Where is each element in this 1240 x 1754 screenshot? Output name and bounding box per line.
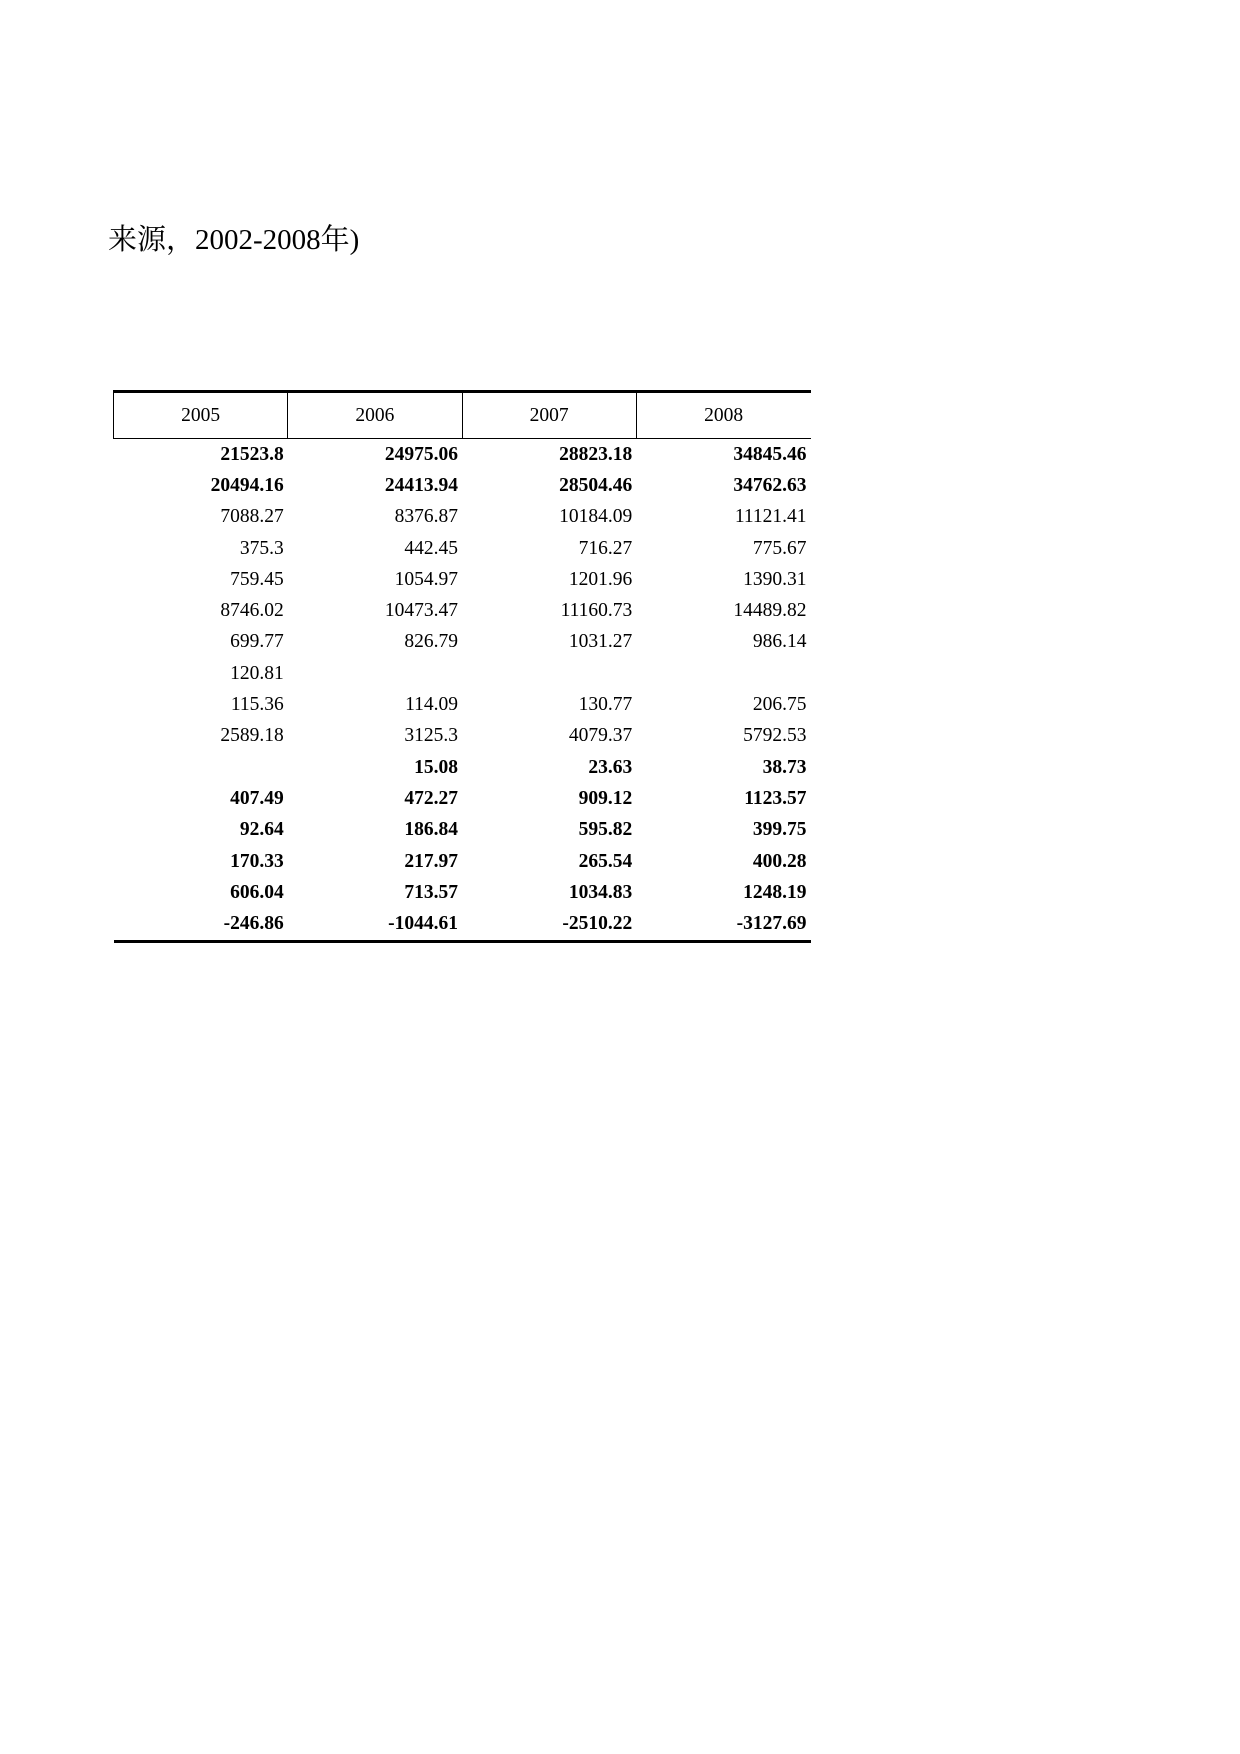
- table-row: [114, 595, 811, 626]
- table-cell: 15.08: [414, 756, 458, 778]
- table-cell: 759.45: [230, 568, 284, 590]
- table-cell: 399.75: [752, 819, 807, 841]
- table-cell: 713.57: [404, 881, 458, 903]
- table-cell: 11121.41: [734, 506, 807, 528]
- table-cell: 23.63: [588, 756, 633, 778]
- table-cell: 1248.19: [743, 881, 807, 903]
- column-header-2006: 2006: [288, 392, 462, 439]
- table-row: [114, 658, 811, 689]
- table-cell: -3127.69: [636, 908, 810, 941]
- header-row: [114, 392, 811, 439]
- table-cell: [288, 658, 462, 689]
- table-cell: 114.09: [405, 694, 458, 716]
- table-cell: 1031.27: [568, 631, 633, 653]
- table-row: [114, 877, 811, 908]
- table-cell: 1201.96: [568, 568, 633, 590]
- table-cell: 472.27: [404, 787, 458, 809]
- table-cell: 186.84: [404, 819, 458, 841]
- table-cell: 206.75: [752, 694, 807, 716]
- data-table: [113, 390, 811, 943]
- table-cell: 8746.02: [220, 600, 284, 622]
- table-row: [114, 846, 811, 877]
- table-cell: -246.86: [114, 908, 288, 941]
- table-cell: 8376.87: [394, 506, 458, 528]
- column-header-2007: 2007: [462, 392, 636, 439]
- table-cell: [462, 658, 636, 689]
- table-row: [114, 470, 811, 501]
- table-cell: 716.27: [578, 537, 633, 559]
- table-cell: 595.82: [578, 819, 633, 841]
- column-header-2008: 2008: [636, 392, 810, 439]
- table-cell: 34762.63: [733, 474, 807, 496]
- table-row: [114, 752, 811, 783]
- table-cell: 24413.94: [384, 474, 458, 496]
- table-cell: 2589.18: [220, 725, 284, 747]
- table-cell: 120.81: [230, 662, 284, 684]
- table-cell: 986.14: [752, 631, 807, 653]
- table-cell: 38.73: [762, 756, 807, 778]
- table-body: [114, 439, 811, 942]
- table-row: [114, 533, 811, 564]
- column-header-2005: 2005: [114, 392, 288, 439]
- table-cell: 217.97: [404, 850, 458, 872]
- table-cell: 400.28: [752, 850, 807, 872]
- table-cell: 10184.09: [559, 506, 633, 528]
- table-cell: 92.64: [239, 819, 284, 841]
- table-cell: 1054.97: [394, 568, 458, 590]
- table-cell: 3125.3: [404, 725, 458, 747]
- table-cell: 1390.31: [743, 568, 807, 590]
- table-cell: 407.49: [230, 787, 284, 809]
- table-cell: 1034.83: [568, 881, 633, 903]
- table-cell: 375.3: [239, 537, 284, 559]
- table-cell: 826.79: [404, 631, 458, 653]
- table-cell: 5792.53: [743, 725, 807, 747]
- table-cell: 170.33: [230, 850, 284, 872]
- page-title: 来源，2002-2008年): [108, 224, 360, 256]
- table-cell: 606.04: [230, 881, 284, 903]
- table-cell: 442.45: [404, 537, 458, 559]
- table-cell: 20494.16: [210, 474, 284, 496]
- table-cell: 1123.57: [744, 787, 807, 809]
- table-row: [114, 908, 811, 941]
- table-row: [114, 721, 811, 752]
- table-row: [114, 439, 811, 471]
- table-cell: 115.36: [230, 694, 284, 716]
- table-row: [114, 815, 811, 846]
- table-row: [114, 689, 811, 720]
- table-cell: 265.54: [578, 850, 633, 872]
- table-cell: 24975.06: [384, 443, 458, 465]
- table-cell: 21523.8: [220, 443, 284, 465]
- table-cell: -1044.61: [288, 908, 462, 941]
- table-cell: 34845.46: [733, 443, 807, 465]
- table-cell: 28823.18: [559, 443, 633, 465]
- table-cell: 909.12: [578, 787, 633, 809]
- table-row: [114, 783, 811, 814]
- table-cell: 14489.82: [733, 600, 807, 622]
- table-cell: 4079.37: [568, 725, 633, 747]
- table-cell: 28504.46: [559, 474, 633, 496]
- table-cell: -2510.22: [462, 908, 636, 941]
- table-cell: 11160.73: [560, 600, 633, 622]
- table-header: [114, 392, 811, 439]
- table-cell: 7088.27: [220, 506, 284, 528]
- table-cell: [636, 658, 810, 689]
- table-cell: 699.77: [230, 631, 284, 653]
- table-cell: 775.67: [752, 537, 807, 559]
- table-row: [114, 564, 811, 595]
- table-row: [114, 502, 811, 533]
- table-cell: 130.77: [578, 694, 633, 716]
- table-row: [114, 627, 811, 658]
- table-cell: [114, 752, 288, 783]
- table-cell: 10473.47: [384, 600, 458, 622]
